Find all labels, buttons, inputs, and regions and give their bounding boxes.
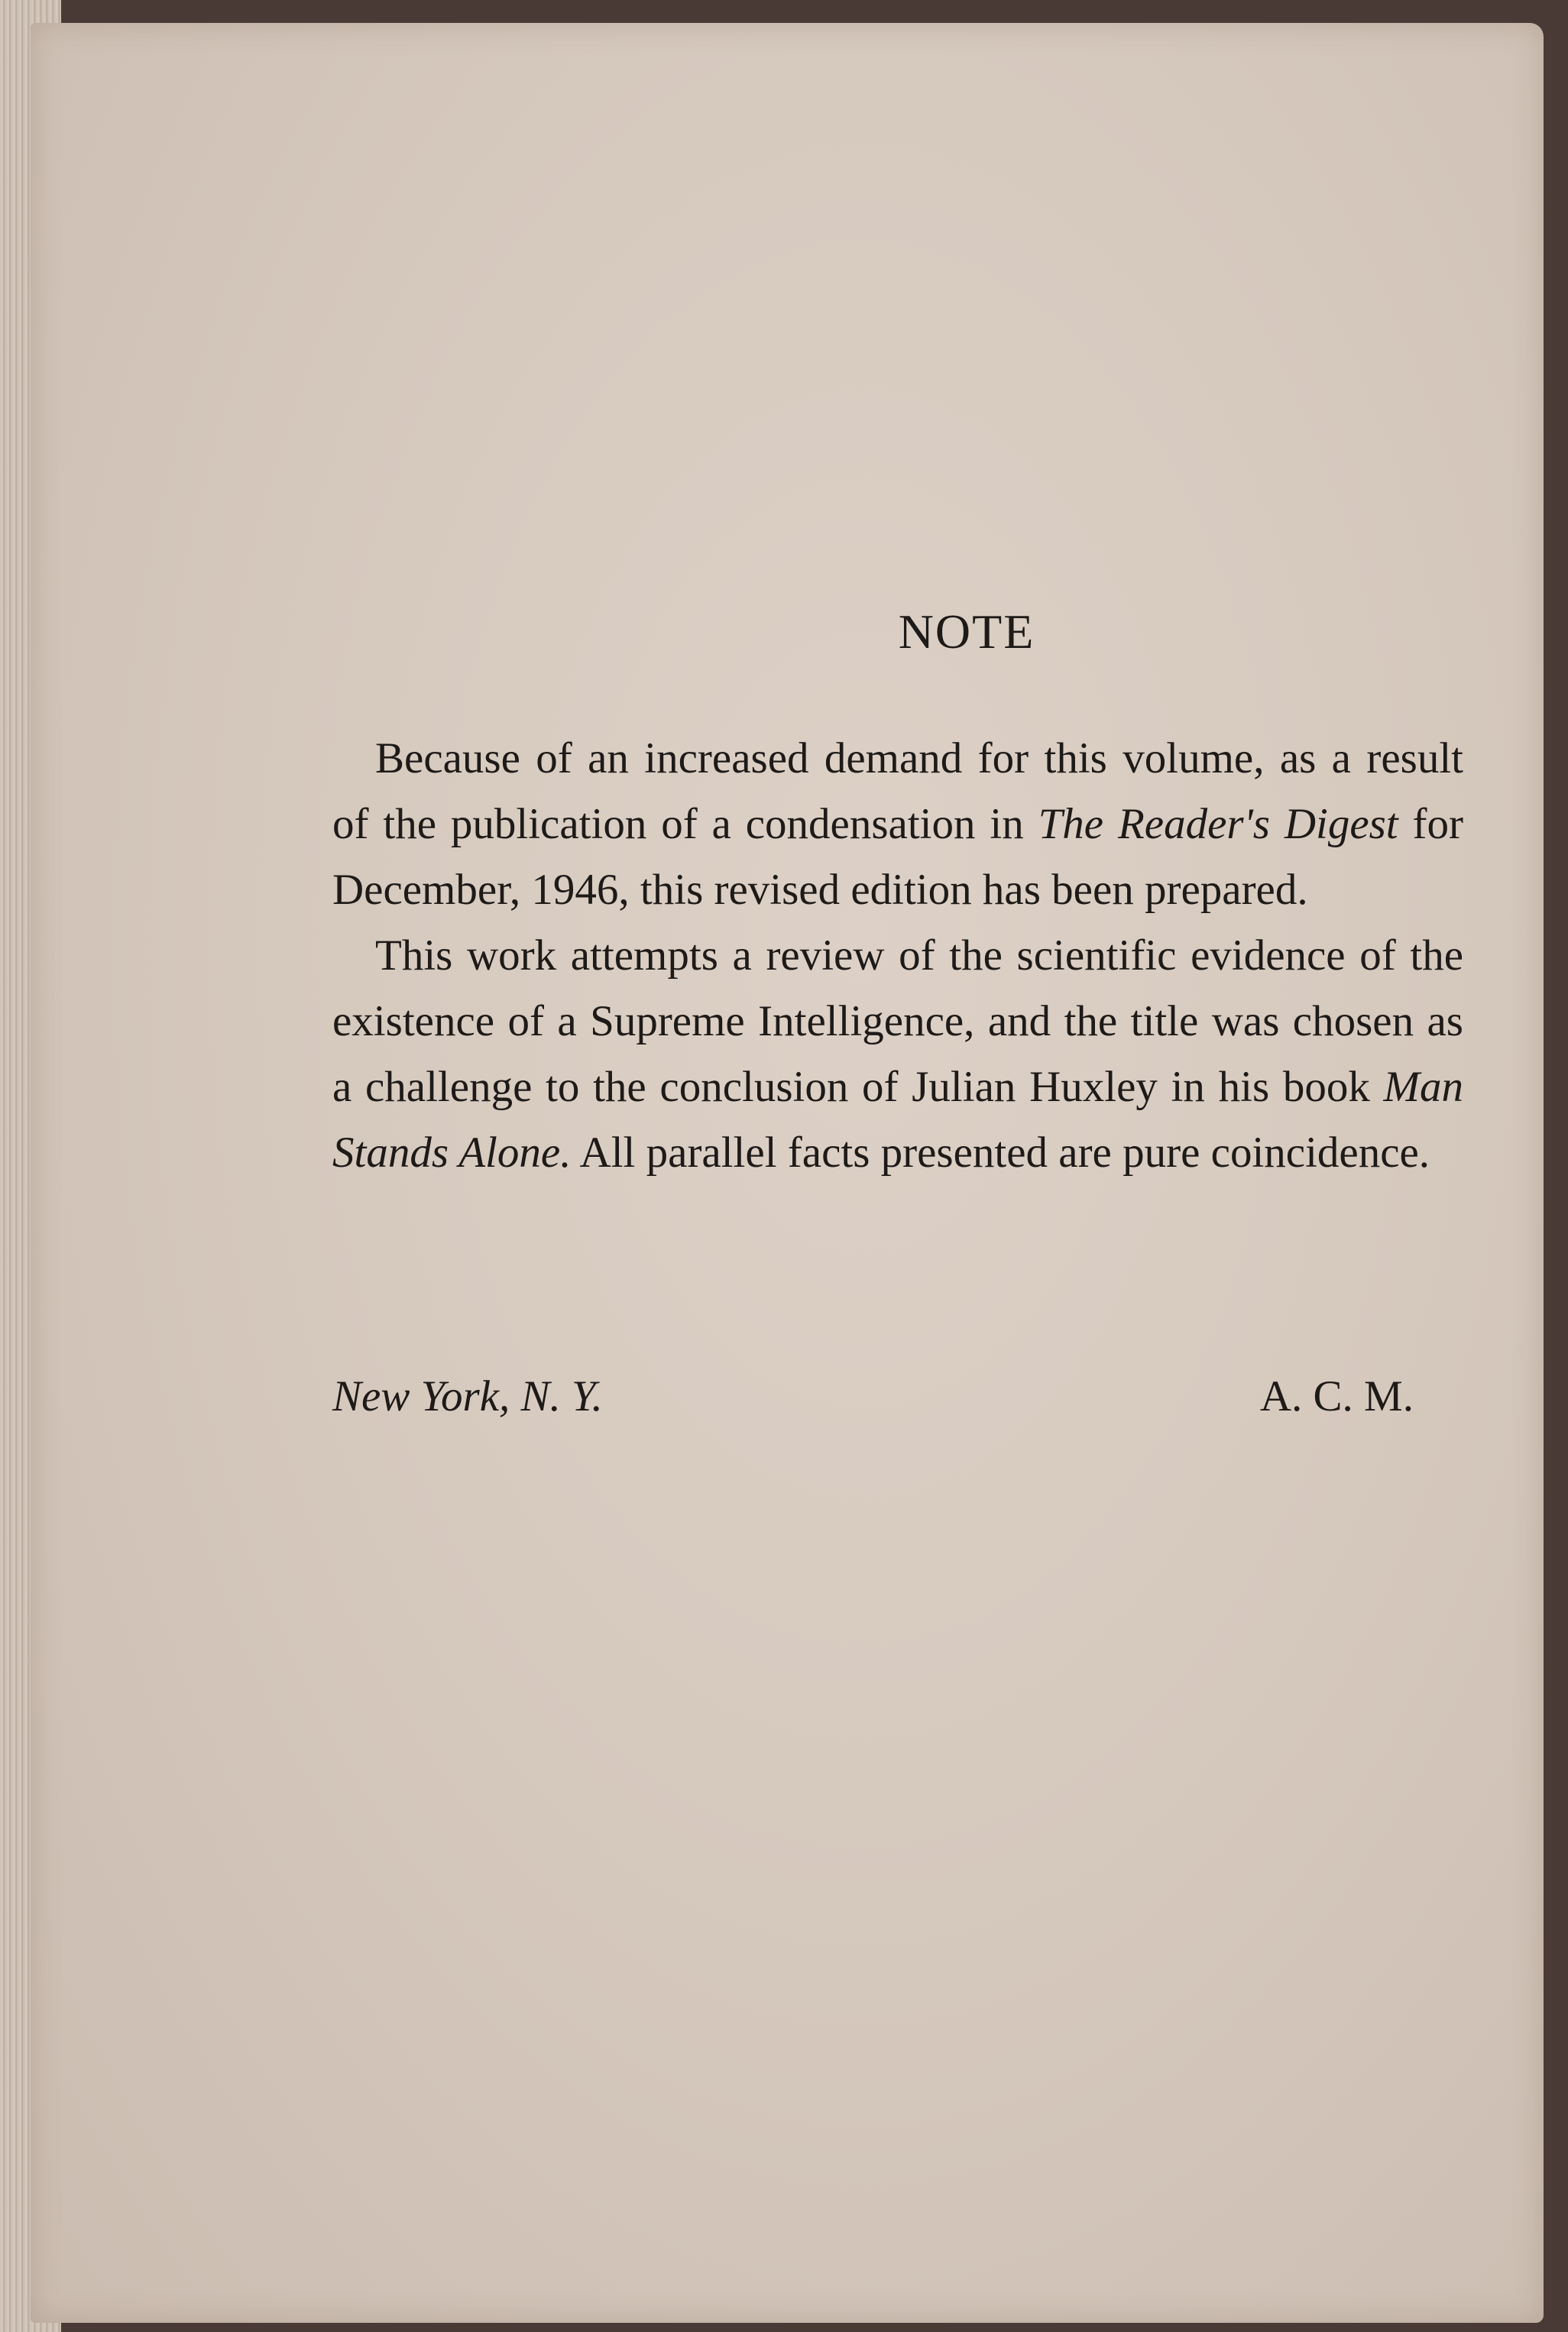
paragraph-2-text-a: This work attempts a review of the scientific evidence of the existence of a Supreme Intelligence, and the title was chosen as a challenge to the conclusion of Julian Huxley in his book: [332, 931, 1463, 1111]
paragraph-2-text-b: All parallel facts presented are pure coincidence.: [571, 1129, 1430, 1177]
paragraph-1-text-b: for December, 1946, this revised edition has been prepared.: [332, 800, 1463, 914]
paragraph-1-text-a: Because of an increased demand for this volume, as a result of the publication of a condensation in: [332, 734, 1463, 848]
signature-line: [332, 1372, 1414, 1421]
paragraph-1-italic-title: The Reader's Digest: [1038, 800, 1398, 848]
note-paragraph-1: [332, 726, 1463, 923]
paragraph-2-italic-title: Man Stands Alone.: [332, 1063, 1463, 1177]
note-body: [332, 726, 1463, 1186]
note-paragraph-2: [332, 923, 1463, 1186]
note-heading-text: NOTE: [898, 604, 1035, 659]
book-page: [31, 23, 1544, 2323]
note-heading: [332, 604, 1463, 660]
signature-initials: A. C. M.: [1259, 1372, 1414, 1420]
signature-place: New York, N. Y.: [332, 1372, 603, 1420]
